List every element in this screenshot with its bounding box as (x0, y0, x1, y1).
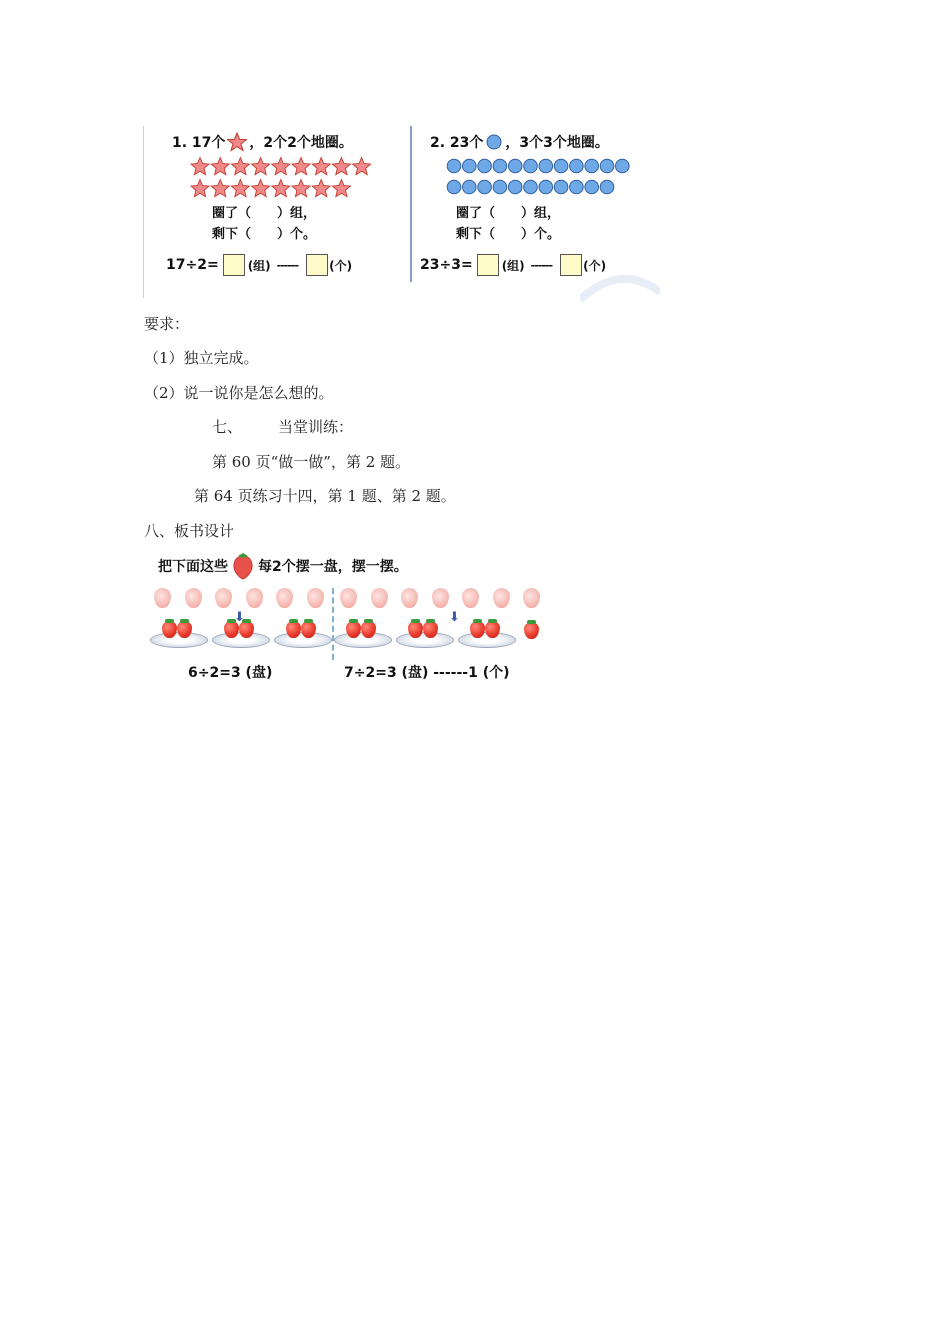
exercise-figure (140, 122, 660, 302)
board-design-figure (148, 548, 548, 683)
board-title-left: 把下面这些 (158, 559, 228, 575)
circle-icon (539, 180, 553, 194)
star-icon (191, 158, 209, 175)
exercise1-answer-box-item[interactable] (306, 254, 328, 276)
star-icon (292, 180, 310, 197)
circle-icon (463, 180, 477, 194)
board-title-right: 每2个摆一盘，摆一摆。 (258, 559, 408, 575)
exercise1-circled-line: 圈了（ ）组， (212, 206, 317, 221)
pale-strawberry-icon (493, 588, 510, 608)
pale-strawberry-icon (432, 588, 449, 608)
circle-icon (508, 180, 522, 194)
star-icon (211, 158, 229, 175)
section8-heading: 八、板书设计 (144, 522, 235, 540)
circle-icon (554, 180, 568, 194)
exercise2-circled-line: 圈了（ ）组， (456, 206, 561, 221)
circle-icon (447, 159, 461, 173)
section7-heading (212, 416, 353, 437)
exercise1-equation (166, 254, 352, 276)
star-icon (252, 158, 270, 175)
board-equation-left: 6÷2=3 (盘) (188, 665, 273, 681)
requirement-1: （1）独立完成。 (144, 349, 259, 367)
circle-icon (485, 133, 503, 151)
exercise2-title-num: 2. 23个 (430, 135, 484, 151)
strawberry-leaf-icon (488, 619, 497, 623)
exercise2-answer-box-group[interactable] (477, 254, 499, 276)
exercise1-equation-prefix: 17÷2= (166, 257, 219, 273)
board-title (158, 552, 408, 580)
exercise1-unit-group: (组) (247, 258, 271, 273)
star-icon (312, 158, 330, 175)
strawberry-leaf-icon (304, 619, 313, 623)
star-icon (231, 180, 249, 197)
circle-icon (600, 180, 614, 194)
exercise1-title (172, 132, 353, 152)
practice-2: 第 64 页练习十四，第 1 题、第 2 题。 (194, 487, 456, 505)
strawberry-leaf-icon (289, 619, 298, 623)
pale-strawberry-icon (371, 588, 388, 608)
board-strawberry-area (148, 586, 548, 656)
pale-strawberry-icon (276, 588, 293, 608)
circle-icon (447, 180, 461, 194)
circle-icon (600, 159, 614, 173)
circle-icon (493, 180, 507, 194)
pale-strawberry-icon (523, 588, 540, 608)
star-icon (332, 158, 350, 175)
requirement-heading: 要求： (144, 315, 190, 333)
exercise2-answer-box-item[interactable] (560, 254, 582, 276)
exercise2-title (430, 132, 609, 152)
strawberry-leaf-icon (527, 620, 536, 624)
circle-icon (570, 180, 584, 194)
circle-icon (554, 159, 568, 173)
circle-icon (524, 180, 538, 194)
exercise2-title-rest: ，3个3个地圈。 (505, 135, 609, 151)
pale-strawberry-icon (185, 588, 202, 608)
strawberry-leaf-icon (426, 619, 435, 623)
circle-icon (524, 159, 538, 173)
star-icon (312, 180, 330, 197)
exercise2-left-line: 剩下（ ）个。 (456, 227, 561, 242)
star-rows (190, 156, 375, 200)
exercise-divider (410, 126, 412, 282)
circle-icon (508, 159, 522, 173)
pale-strawberry-icon (340, 588, 357, 608)
exercise2-unit-group: (组) (501, 258, 525, 273)
circle-icon (478, 159, 492, 173)
strawberry-leaf-icon (165, 619, 174, 623)
pale-strawberry-icon (154, 588, 171, 608)
star-icon (292, 158, 310, 175)
board-divider (332, 588, 334, 660)
circle-icon (463, 159, 477, 173)
star-icon (227, 132, 247, 152)
star-icon (231, 158, 249, 175)
strawberry-leaf-icon (473, 619, 482, 623)
star-icon (211, 180, 229, 197)
exercise2-unit-item: (个) (583, 258, 607, 273)
exercise1-title-num: 1. 17个 (172, 135, 226, 151)
star-icon (191, 180, 209, 197)
circle-icon (585, 180, 599, 194)
strawberry-leaf-icon (180, 619, 189, 623)
board-equation-right: 7÷2=3 (盘) ------1 (个) (344, 665, 510, 681)
star-icon (272, 180, 290, 197)
practice-1: 第 60 页“做一做”，第 2 题。 (212, 453, 411, 471)
section7-number: 七、 (212, 418, 243, 436)
exercise1-dots: ------ (276, 258, 299, 272)
star-icon (272, 158, 290, 175)
exercise2-equation (420, 254, 606, 276)
circle-icon (570, 159, 584, 173)
star-icon (332, 180, 350, 197)
strawberry-leaf-icon (364, 619, 373, 623)
pale-strawberry-icon (246, 588, 263, 608)
exercise2-dots: ------ (530, 258, 553, 272)
arrow-down-icon-left: ⬇ (234, 610, 245, 625)
circle-icon (493, 159, 507, 173)
watermark-arc (580, 262, 660, 302)
circle-icon (585, 159, 599, 173)
strawberry-icon (524, 622, 539, 639)
requirement-2: （2）说一说你是怎么想的。 (144, 384, 334, 402)
strawberry-leaf-icon (349, 619, 358, 623)
exercise1-title-rest: ，2个2个地圈。 (249, 135, 353, 151)
exercise2-equation-prefix: 23÷3= (420, 257, 473, 273)
pale-strawberry-icon (307, 588, 324, 608)
strawberry-leaf-icon (411, 619, 420, 623)
pale-strawberry-icon (215, 588, 232, 608)
arrow-down-icon-right: ⬇ (449, 610, 460, 625)
pale-strawberry-icon (462, 588, 479, 608)
strawberry-icon (231, 552, 255, 580)
circle-icon (478, 180, 492, 194)
star-icon (252, 180, 270, 197)
exercise1-left-line: 剩下（ ）个。 (212, 227, 317, 242)
circle-rows (446, 158, 636, 198)
exercise1-unit-item: (个) (329, 258, 353, 273)
left-border-line (143, 126, 144, 298)
pale-strawberry-icon (401, 588, 418, 608)
star-icon (353, 158, 371, 175)
exercise1-answer-box-group[interactable] (223, 254, 245, 276)
circle-icon (616, 159, 630, 173)
section7-title: 当堂训练： (278, 418, 354, 436)
circle-icon (539, 159, 553, 173)
